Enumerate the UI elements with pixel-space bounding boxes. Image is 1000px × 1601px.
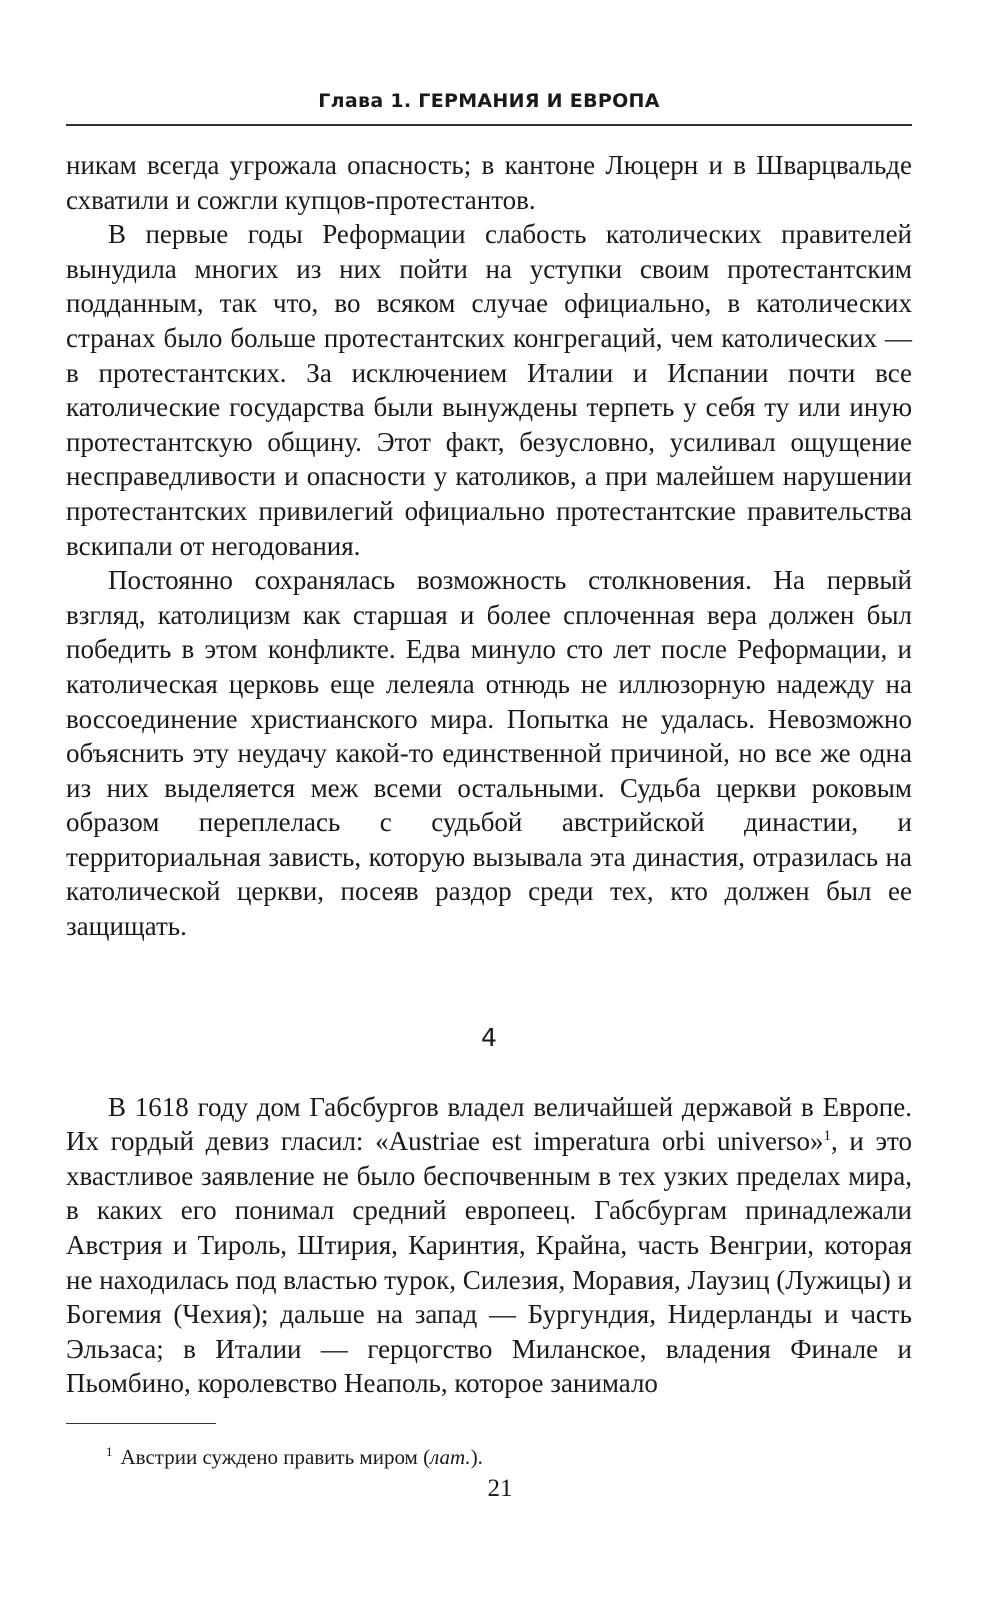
footnote-rule <box>66 1423 216 1424</box>
paragraph: Постоянно сохранялась возможность столкновения. На первый взгляд, католицизм как старшая и более сплоченная вера должен был победить в этом конфликте. Едва минуло сто лет после Реформации, и католическая церковь еще лелеяла отнюдь не иллюзорную надежду на воссоединение христианского мира. Попытка не удалась. Невозможно объяснить эту неудачу какой-то единственной причиной, но все же одна из них выделяется меж всеми остальными. Судьба церкви роковым образом переплелась с судьбой австрийской династии, и территориальная зависть, которую вызывала эта династия, отразилась на католической церкви, посеяв раздор среди тех, кто должен был ее защищать. <box>66 565 912 942</box>
footnote-close: ). <box>470 1445 483 1469</box>
page-number: 21 <box>487 1475 513 1502</box>
section-paragraph-end: , и это хвастливое заявление не было беспочвенным в тех узких пределах мира, в каких его понимал средний европеец. Габсбургам принадлежали Австрия и Тироль, Штирия, Каринтия, Крайна, часть Венгрии, которая не находилась под властью турок, Силезия, Моравия, Лаузиц (Лужицы) и Богемия (Чехия); дальше на запад — Бургундия, Нидерланды и часть Эльзаса; в Италии — герцогство Миланское, владения Финале и Пьомбино, королевство Неаполь, которое занимало <box>66 1126 913 1399</box>
section-paragraph <box>66 1090 912 1401</box>
footnote <box>66 1438 912 1471</box>
footnote-mark: 1 <box>106 1444 113 1459</box>
paragraph-continuation: никам всегда угрожала опасность; в кантоне Люцерн и в Шварцвальде схватили и сожгли купцов-протестантов. <box>66 150 912 215</box>
book-page <box>66 86 912 1471</box>
section-number: 4 <box>481 1022 497 1052</box>
footnote-reference: 1 <box>823 1128 831 1145</box>
footnote-text: Австрии суждено править миром ( <box>120 1445 431 1469</box>
body-text <box>66 148 912 1401</box>
running-head: Глава 1. ГЕРМАНИЯ И ЕВРОПА <box>318 90 660 112</box>
section-paragraph-start: В 1618 году дом Габсбургов владел величайшей державой в Европе. Их гордый девиз гласил: «Austriae est imperatura orbi universo» <box>66 1091 912 1157</box>
header-rule <box>66 124 912 126</box>
footnote-abbrev: лат. <box>430 1445 471 1469</box>
paragraph: В первые годы Реформации слабость католических правителей вынудила многих из них пойти на уступки своим протестантским подданным, так что, во всяком случае официально, в католических странах было больше протестантских конгрегаций, чем католических — в протестантских. За исключением Италии и Испании почти все католические государства были вынуждены терпеть у себя ту или иную протестантскую общину. Этот факт, безусловно, усиливал ощущение несправедливости и опасности у католиков, а при малейшем нарушении протестантских привилегий официально протестантские правительства вскипали от негодования. <box>66 219 912 561</box>
